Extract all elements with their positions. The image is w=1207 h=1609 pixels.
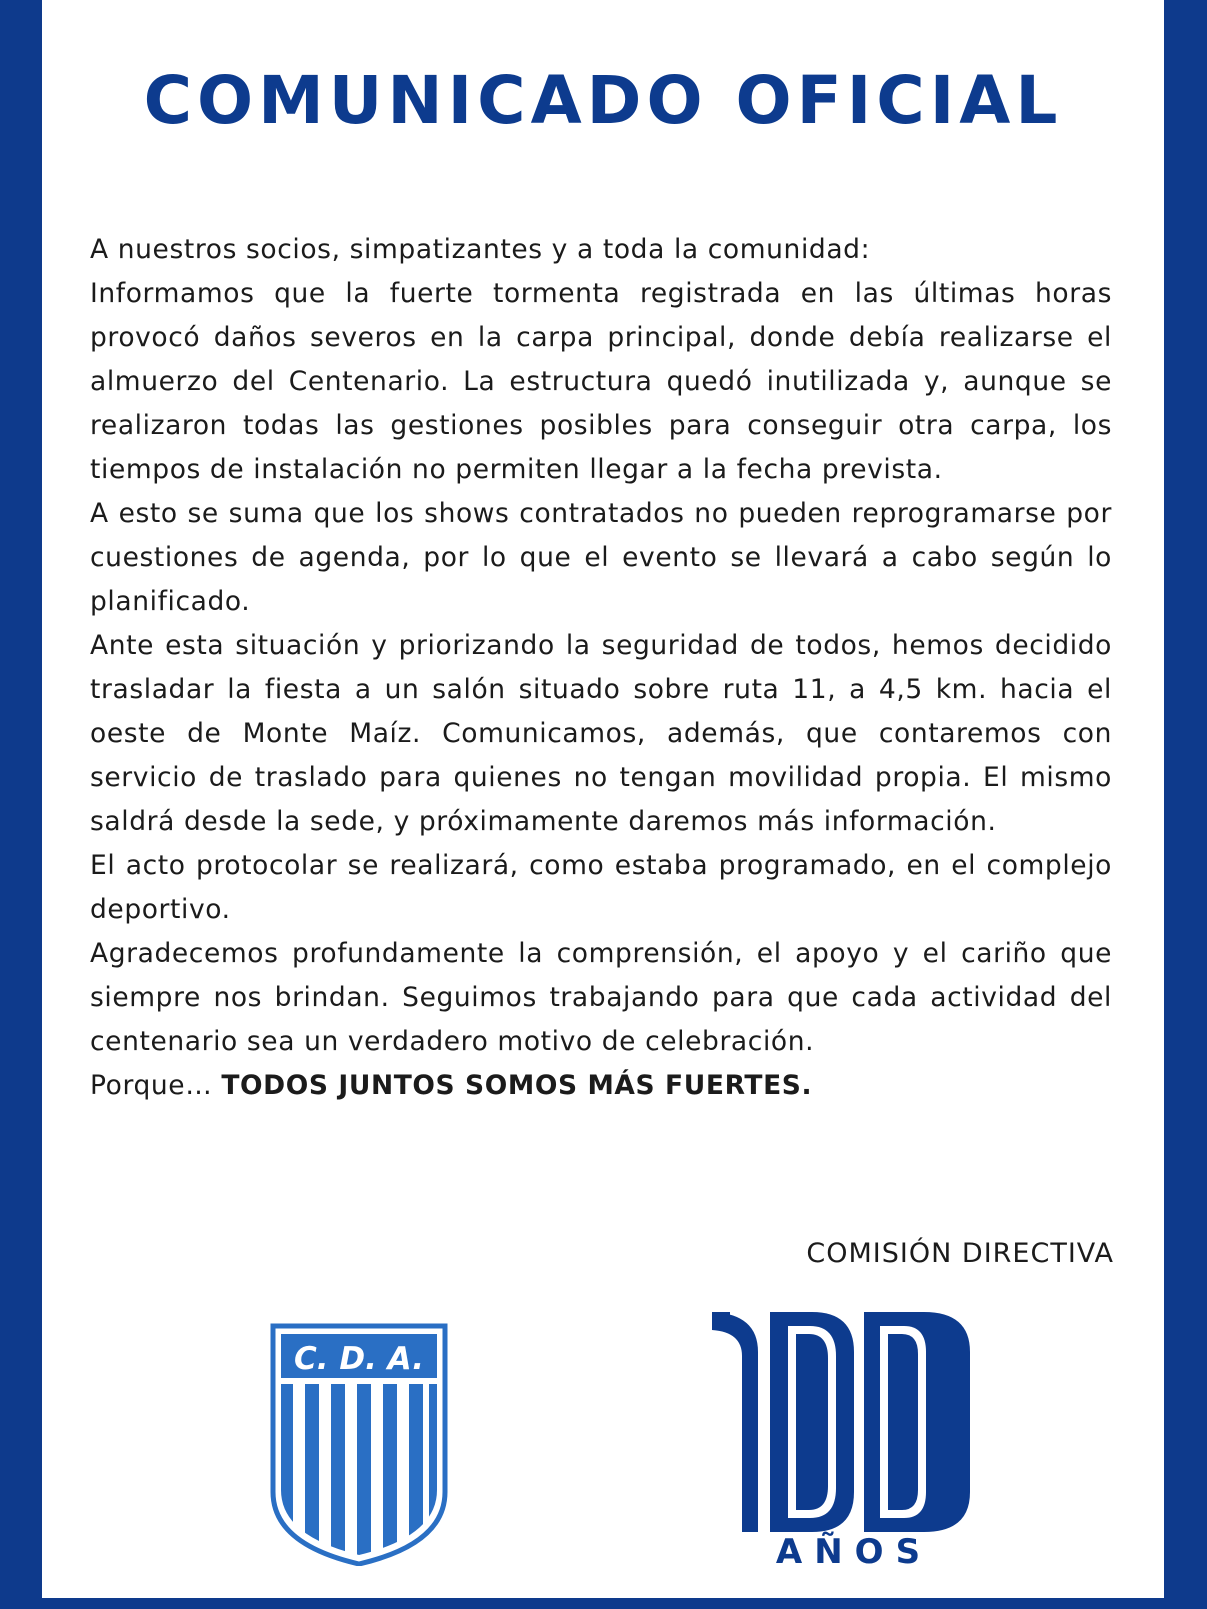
closing-slogan: TODOS JUNTOS SOMOS MÁS FUERTES. — [221, 1070, 813, 1101]
paragraph-greeting: A nuestros socios, simpatizantes y a toda la comunidad: — [90, 234, 871, 265]
paragraph-venue: Ante esta situación y priorizando la seguridad de todos, hemos decidido trasladar la fiesta a un salón situado sobre ruta 11, a 4,5 km. hacia el oeste de Monte Maíz. Comunicamos, además, que contaremos con servicio de traslado para quienes no tengan movilidad propia. El mismo saldrá desde la sede, y próximamente daremos más información. — [90, 630, 1112, 837]
page-title: COMUNICADO OFICIAL — [143, 62, 1063, 139]
closing-line — [90, 1064, 1112, 1108]
paragraph-shows: A esto se suma que los shows contratados no pueden reprogramarse por cuestiones de agenda, por lo que el evento se llevará a cabo según lo planificado. — [90, 498, 1112, 617]
paragraph-storm: Informamos que la fuerte tormenta registrada en las últimas horas provocó daños severos en la carpa principal, donde debía realizarse el almuerzo del Centenario. La estructura quedó inutilizada y, aunque se realizaron todas las gestiones posibles para conseguir otra carpa, los tiempos de instalación no permiten llegar a la fecha prevista. — [90, 278, 1112, 485]
signature: COMISIÓN DIRECTIVA — [806, 1238, 1114, 1269]
announcement-sheet — [42, 0, 1164, 1598]
paragraph-ceremony: El acto protocolar se realizará, como estaba programado, en el complejo deportivo. — [90, 850, 1112, 925]
club-crest-logo — [269, 1322, 449, 1566]
centenary-anos-label: AÑOS — [775, 1532, 933, 1572]
announcement-body — [90, 228, 1112, 1108]
closing-prefix: Porque… — [90, 1070, 222, 1101]
centenary-100-logo — [712, 1312, 972, 1532]
paragraph-thanks: Agradecemos profundamente la comprensión, el apoyo y el cariño que siempre nos brindan. Seguimos trabajando para que cada actividad del centenario sea un verdadero motivo de celebración. — [90, 938, 1112, 1057]
crest-initials: C. D. A. — [294, 1341, 424, 1377]
